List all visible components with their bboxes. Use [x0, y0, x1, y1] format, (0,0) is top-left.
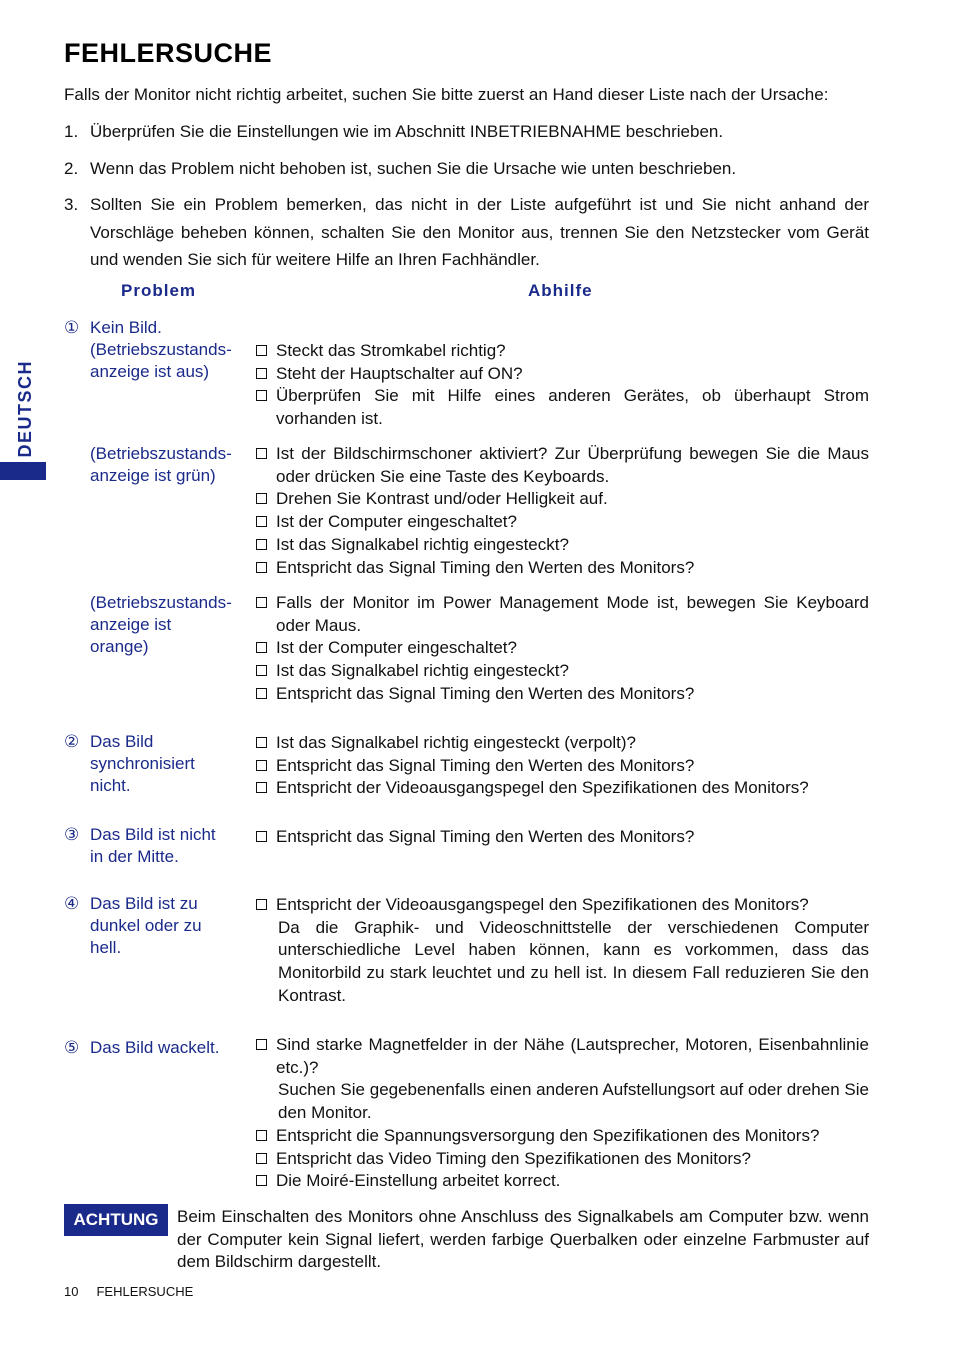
step-list	[64, 118, 869, 283]
checklist-item: Entspricht das Signal Timing den Werten des Monitors?	[256, 683, 869, 706]
checklist-item: Die Moiré-Einstellung arbeitet korrect.	[256, 1170, 869, 1193]
problem-number: ⑤	[64, 1038, 80, 1057]
language-tab-bar	[0, 462, 46, 480]
problem-line: anzeige ist grün)	[90, 466, 216, 485]
problem-3	[64, 824, 239, 868]
remedy-group-2	[256, 732, 869, 800]
step-number: 1.	[64, 122, 79, 141]
problem-line: anzeige ist	[90, 615, 172, 634]
step-text: Überprüfen Sie die Einstellungen wie im Abschnitt INBETRIEBNAHME beschrieben.	[90, 122, 724, 141]
problem-line: (Betriebszustands-	[90, 593, 232, 612]
problem-line: Das Bild ist zu	[90, 894, 198, 913]
checkbox-icon	[256, 760, 267, 771]
checklist-item: Ist das Signalkabel richtig eingesteckt?	[256, 660, 869, 683]
checkbox-icon	[256, 899, 267, 910]
achtung-text: Beim Einschalten des Monitors ohne Anschluss des Signalkabels am Computer bzw. wenn der Computer kein Signal liefert, werden farbige Querbalken oder einzelne Farbmuster auf dem Bildschirm dargestellt.	[177, 1207, 869, 1272]
checklist-item: Überprüfen Sie mit Hilfe eines anderen Gerätes, ob überhaupt Strom vorhanden ist.	[256, 385, 869, 430]
problem-line: (Betriebszustands-	[90, 340, 232, 359]
checkbox-icon	[256, 737, 267, 748]
checkbox-icon	[256, 448, 267, 459]
checklist-item: Sind starke Magnetfelder in der Nähe (Lautsprecher, Motoren, Eisenbahnlinie etc.)?	[256, 1034, 869, 1079]
remedy-group-1c	[256, 592, 869, 706]
step-text: Sollten Sie ein Problem bemerken, das nicht in der Liste aufgeführt ist und Sie nicht anhand der Vorschläge beheben können, schalten Sie den Monitor aus, trennen Sie den Netzstecker vom Gerät und wenden Sie sich für weitere Hilfe an Ihren Fachhändler.	[90, 195, 869, 269]
intro-text: Falls der Monitor nicht richtig arbeitet, suchen Sie bitte zuerst an Hand dieser Liste nach der Ursache:	[64, 85, 829, 104]
checklist-item: Steht der Hauptschalter auf ON?	[256, 363, 869, 386]
problem-2	[64, 731, 239, 797]
checkbox-icon	[256, 539, 267, 550]
problem-line: Das Bild ist nicht	[90, 825, 216, 844]
page-number: 10	[64, 1284, 79, 1299]
problem-number	[64, 592, 90, 658]
step-1	[64, 118, 869, 146]
checklist-item: Entspricht das Signal Timing den Werten des Monitors?	[256, 826, 869, 849]
language-tab-label: DEUTSCH	[15, 360, 35, 458]
checkbox-icon	[256, 345, 267, 356]
problem-1c	[64, 592, 239, 658]
achtung-badge: ACHTUNG	[64, 1204, 168, 1236]
problem-number: ④	[64, 894, 80, 913]
checkbox-icon	[256, 1130, 267, 1141]
checkbox-icon	[256, 390, 267, 401]
checkbox-icon	[256, 597, 267, 608]
step-3	[64, 191, 869, 274]
problem-number: ①	[64, 318, 80, 337]
remedy-group-1	[256, 340, 869, 431]
step-number: 3.	[64, 195, 79, 214]
problem-line: Kein Bild.	[90, 318, 162, 337]
problem-line: hell.	[90, 938, 122, 957]
checkbox-icon	[256, 1039, 267, 1050]
problem-number	[64, 443, 90, 487]
checklist-item: Entspricht die Spannungsversorgung den Spezifikationen des Monitors?	[256, 1125, 869, 1148]
checklist-item: Ist der Computer eingeschaltet?	[256, 511, 869, 534]
page-footer	[64, 1284, 193, 1299]
step-2	[64, 155, 869, 183]
checklist-item: Ist das Signalkabel richtig eingesteckt?	[256, 534, 869, 557]
problem-line: anzeige ist aus)	[90, 362, 210, 381]
step-text: Wenn das Problem nicht behoben ist, suchen Sie die Ursache wie unten beschrieben.	[90, 158, 737, 178]
checkbox-icon	[256, 493, 267, 504]
checklist-item: Entspricht das Video Timing den Spezifikationen des Monitors?	[256, 1148, 869, 1171]
checkbox-icon	[256, 516, 267, 527]
checklist-item: Ist das Signalkabel richtig eingesteckt (verpolt)?	[256, 732, 869, 755]
remedy-group-1b	[256, 443, 869, 579]
problem-line: dunkel oder zu	[90, 916, 202, 935]
checkbox-icon	[256, 1175, 267, 1186]
problem-line: synchronisiert	[90, 754, 195, 773]
checklist-item: Steckt das Stromkabel richtig?	[256, 340, 869, 363]
problem-line: orange)	[90, 637, 149, 656]
problem-line: nicht.	[90, 776, 131, 795]
remedy-note: Suchen Sie gegebenenfalls einen anderen Aufstellungsort auf oder drehen Sie den Monitor.	[278, 1080, 869, 1123]
checkbox-icon	[256, 562, 267, 573]
remedy-note: Da die Graphik- und Videoschnittstelle der verschiedenen Computer unterschiedliche Level haben können, kann es vorkommen, dass das Monitorbild zu stark leuchtet und zu hell ist. In diesem Fall reduzieren Sie den Kontrast.	[278, 917, 869, 1005]
remedy-group-4	[256, 894, 869, 1008]
checklist-item: Ist der Computer eingeschaltet?	[256, 637, 869, 660]
checkbox-icon	[256, 831, 267, 842]
problem-line: (Betriebszustands-	[90, 444, 232, 463]
checklist-item: Entspricht das Signal Timing den Werten des Monitors?	[256, 557, 869, 580]
footer-section: FEHLERSUCHE	[96, 1284, 194, 1299]
remedy-group-5	[256, 1034, 869, 1193]
checklist-item: Drehen Sie Kontrast und/oder Helligkeit auf.	[256, 488, 869, 511]
problem-number: ②	[64, 732, 80, 751]
checkbox-icon	[256, 782, 267, 793]
checklist-item: Entspricht der Videoausgangspegel den Spezifikationen des Monitors?	[256, 894, 869, 917]
column-header-remedy: Abhilfe	[528, 281, 593, 300]
checkbox-icon	[256, 1153, 267, 1164]
checkbox-icon	[256, 688, 267, 699]
checkbox-icon	[256, 368, 267, 379]
checklist-item: Ist der Bildschirmschoner aktiviert? Zur Überprüfung bewegen Sie die Maus oder drücken Sie eine Taste des Keyboards.	[256, 443, 869, 488]
checkbox-icon	[256, 665, 267, 676]
column-header-problem: Problem	[121, 281, 197, 300]
checklist-item: Entspricht der Videoausgangspegel den Spezifikationen des Monitors?	[256, 777, 869, 800]
remedy-group-3	[256, 826, 869, 849]
problem-number: ③	[64, 825, 80, 844]
problem-line: Das Bild wackelt.	[90, 1038, 220, 1057]
checkbox-icon	[256, 642, 267, 653]
problem-line: in der Mitte.	[90, 847, 179, 866]
step-number: 2.	[64, 158, 79, 178]
checklist-item: Entspricht das Signal Timing den Werten des Monitors?	[256, 755, 869, 778]
problem-1	[64, 317, 239, 383]
checklist-item: Falls der Monitor im Power Management Mode ist, bewegen Sie Keyboard oder Maus.	[256, 592, 869, 637]
problem-5	[64, 1037, 239, 1059]
problem-line: Das Bild	[90, 732, 154, 751]
page-title: FEHLERSUCHE	[64, 38, 273, 68]
problem-1b	[64, 443, 239, 487]
problem-4	[64, 893, 239, 959]
